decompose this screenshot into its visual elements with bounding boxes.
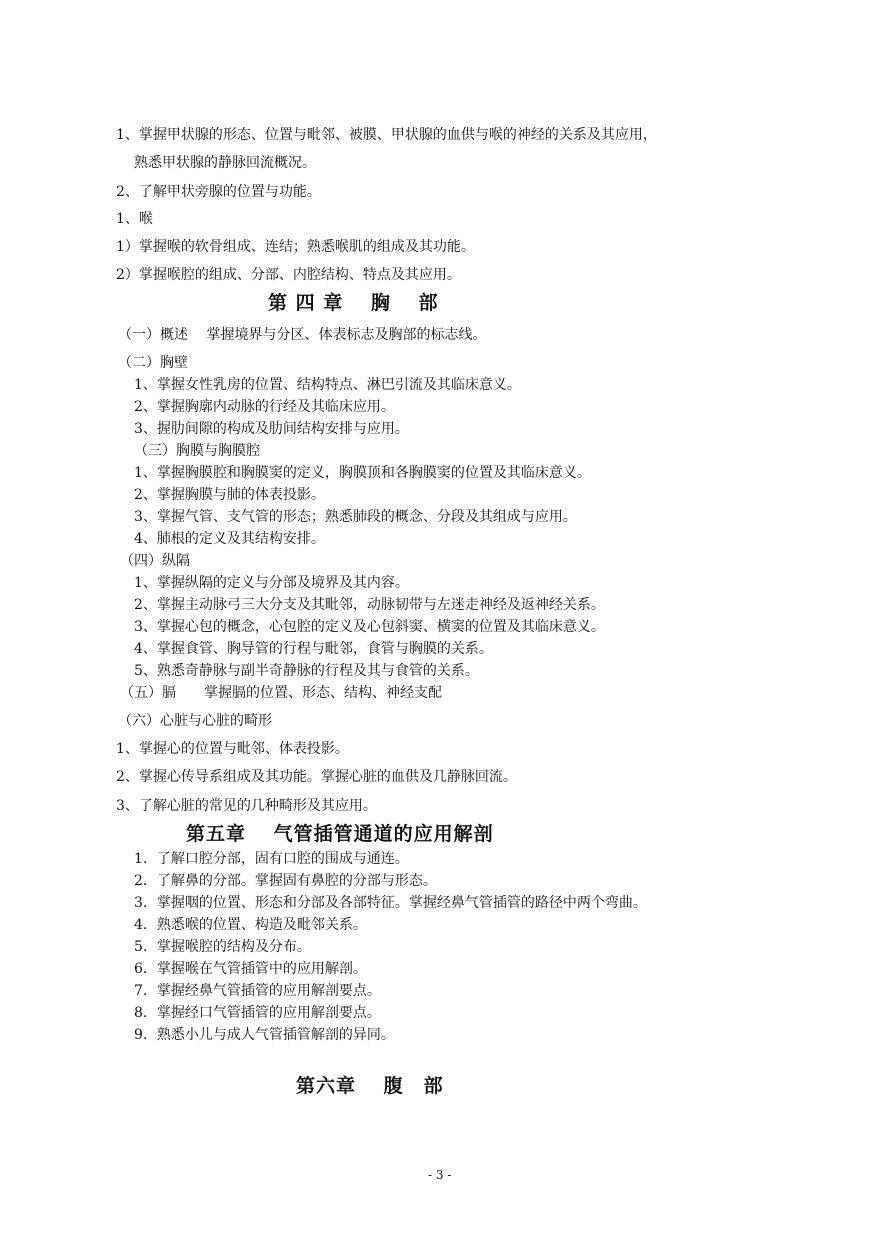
text-line: 3、了解心脏的常见的几种畸形及其应用。 bbox=[116, 798, 377, 814]
page-number: - 3 - bbox=[428, 1168, 452, 1182]
text-line: （三）胸膜与胸膜腔 bbox=[134, 443, 260, 459]
text-line: （一）概述 掌握境界与分区、体表标志及胸部的标志线。 bbox=[118, 327, 487, 343]
text-line: 3．掌握咽的位置、形态和分部及各部特征。掌握经鼻气管插管的路径中两个弯曲。 bbox=[134, 895, 647, 911]
text-line: （五）膈 掌握膈的位置、形态、结构、神经支配 bbox=[120, 685, 442, 701]
text-line: 2、掌握心传导系组成及其功能。掌握心脏的血供及几静脉回流。 bbox=[116, 769, 517, 785]
text-line: 1、掌握胸膜腔和胸膜窦的定义，胸膜顶和各胸膜窦的位置及其临床意义。 bbox=[134, 465, 591, 481]
text-line: 2、掌握胸廓内动脉的行经及其临床应用。 bbox=[134, 399, 395, 415]
text-line: 6．掌握喉在气管插管中的应用解剖。 bbox=[134, 961, 367, 977]
text-line: 1、掌握女性乳房的位置、结构特点、淋巴引流及其临床意义。 bbox=[134, 377, 521, 393]
text-line: 1、喉 bbox=[116, 211, 153, 227]
text-line: 5．掌握喉腔的结构及分布。 bbox=[134, 939, 311, 955]
text-line: 2．了解鼻的分部。掌握固有鼻腔的分部与形态。 bbox=[134, 873, 437, 889]
text-line: 1．了解口腔分部，固有口腔的围成与通连。 bbox=[134, 851, 409, 867]
chapter-6-heading: 第六章 腹 部 bbox=[296, 1075, 444, 1097]
text-line: （二）胸壁 bbox=[118, 355, 188, 371]
text-line: 1、掌握纵隔的定义与分部及境界及其内容。 bbox=[134, 575, 409, 591]
text-line: 1、掌握甲状腺的形态、位置与毗邻、被膜、甲状腺的血供与喉的神经的关系及其应用， bbox=[116, 127, 657, 143]
text-line: 3、掌握心包的概念，心包腔的定义及心包斜窦、横窦的位置及其临床意义。 bbox=[134, 619, 605, 635]
text-line: 2、掌握胸膜与肺的体表投影。 bbox=[134, 487, 325, 503]
text-line: 3、握肋间隙的构成及肋间结构安排与应用。 bbox=[134, 421, 409, 437]
text-line: 1、掌握心的位置与毗邻、体表投影。 bbox=[116, 741, 349, 757]
text-line: 9．熟悉小儿与成人气管插管解剖的异同。 bbox=[134, 1027, 395, 1043]
text-line: 3、掌握气管、支气管的形态；熟悉肺段的概念、分段及其组成与应用。 bbox=[134, 509, 577, 525]
text-line: 4、掌握食管、胸导管的行程与毗邻，食管与胸膜的关系。 bbox=[134, 641, 493, 657]
text-line: 2、掌握主动脉弓三大分支及其毗邻，动脉韧带与左迷走神经及返神经关系。 bbox=[134, 597, 605, 613]
text-line: （六）心脏与心脏的畸形 bbox=[118, 713, 272, 729]
text-line: 熟悉甲状腺的静脉回流概况。 bbox=[134, 155, 316, 171]
chapter-4-heading: 第 四 章 胸 部 bbox=[268, 292, 439, 314]
text-line: 4．熟悉喉的位置、构造及毗邻关系。 bbox=[134, 917, 367, 933]
text-line: 2、了解甲状旁腺的位置与功能。 bbox=[116, 184, 321, 200]
text-line: （四）纵隔 bbox=[120, 553, 190, 569]
text-line: 2）掌握喉腔的组成、分部、内腔结构、特点及其应用。 bbox=[116, 267, 461, 283]
text-line: 1）掌握喉的软骨组成、连结；熟悉喉肌的组成及其功能。 bbox=[116, 239, 475, 255]
chapter-5-heading: 第五章 气管插管通道的应用解剖 bbox=[186, 823, 494, 845]
text-line: 7．掌握经鼻气管插管的应用解剖要点。 bbox=[134, 983, 381, 999]
text-line: 5、熟悉奇静脉与副半奇静脉的行程及其与食管的关系。 bbox=[134, 663, 479, 679]
text-line: 8．掌握经口气管插管的应用解剖要点。 bbox=[134, 1005, 381, 1021]
text-line: 4、肺根的定义及其结构安排。 bbox=[134, 531, 325, 547]
